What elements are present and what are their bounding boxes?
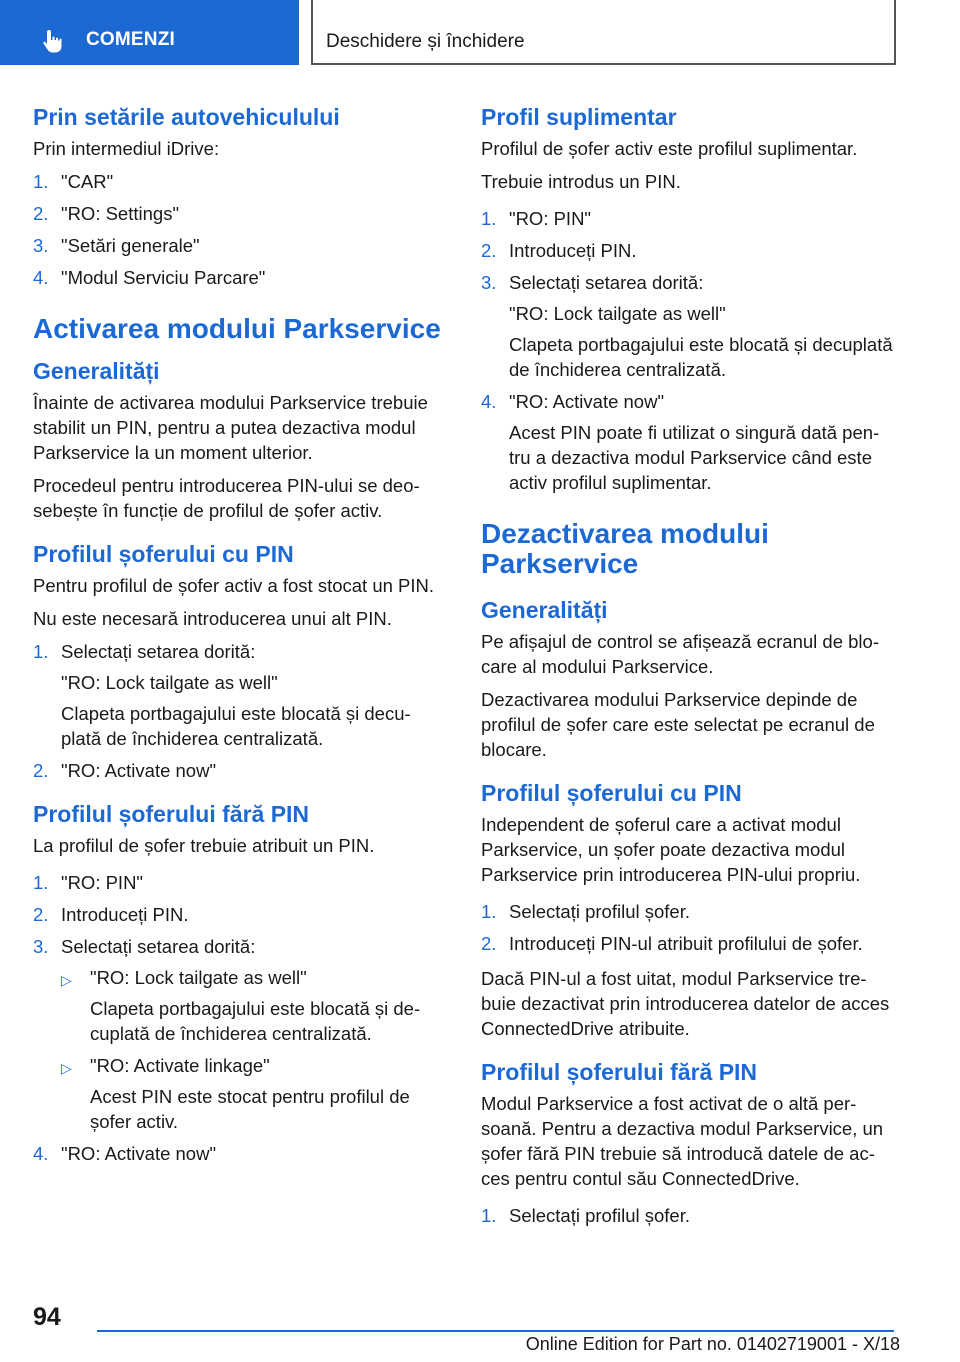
steps-list-without-pin <box>33 870 443 1166</box>
section-title-driver-without-pin: Profilul șoferului fără PIN <box>33 801 310 827</box>
options-list <box>61 965 443 1134</box>
list-item: 3. "Setări generale" <box>33 235 200 256</box>
footer-divider <box>97 1330 894 1332</box>
step-number: 3. <box>33 235 49 256</box>
header-tab[interactable] <box>0 0 299 65</box>
list-item: ▷ "RO: Lock tailgate as well" Clapeta portbagajului este blocată și decuplată de închiderea centralizată. <box>61 967 421 1044</box>
step-number: 3. <box>481 272 497 293</box>
list-item: 1. Selectați profilul șofer. <box>481 1205 690 1226</box>
paragraph: Procedeul pentru introducerea PIN-ului se deosebește în funcție de profilul de șofer activ. <box>33 475 420 521</box>
steps-list-additional-profile <box>481 206 893 495</box>
paragraph: Prin intermediul iDrive: <box>33 138 220 159</box>
chapter-title: Deschidere și închidere <box>326 31 525 52</box>
hand-touch-icon <box>40 28 66 54</box>
steps-list-with-pin <box>33 639 443 783</box>
paragraph: Independent de șoferul care a activat modul Parkservice, un șofer poate dezactiva modul Parkservice prin introducerea PIN-ului propriu. <box>481 814 861 885</box>
step-number: 1. <box>481 901 497 922</box>
footer-edition: Online Edition for Part no. 01402719001 - X/18 <box>525 1334 900 1354</box>
section-title-activation: Activarea modului Parkservice <box>33 313 441 344</box>
section-title-driver-with-pin: Profilul șoferului cu PIN <box>33 541 294 567</box>
step-number: 2. <box>33 760 49 781</box>
step-number: 1. <box>481 208 497 229</box>
header-tab-label: COMENZI <box>86 29 176 50</box>
paragraph: Trebuie introdus un PIN. <box>481 171 681 192</box>
list-item: 2. Introduceți PIN. <box>481 240 637 261</box>
paragraph: Nu este necesară introducerea unui alt PIN. <box>33 608 392 629</box>
list-item: 4. "RO: Activate now" <box>33 1143 217 1164</box>
list-item: 1. "RO: PIN" <box>481 208 592 229</box>
section-title-deactivation: Dezactivarea modului Parkservice <box>481 518 769 579</box>
triangle-bullet-icon: ▷ <box>61 1060 72 1076</box>
step-number: 1. <box>33 641 49 662</box>
section-title-driver-without-pin: Profilul șoferului fără PIN <box>481 1059 758 1085</box>
header-title-box <box>311 0 896 65</box>
step-number: 2. <box>33 203 49 224</box>
paragraph: Pentru profilul de șofer activ a fost stocat un PIN. <box>33 575 435 596</box>
step-number: 1. <box>33 872 49 893</box>
step-number: 4. <box>481 391 497 412</box>
steps-list-deactivate-with-pin <box>481 899 893 956</box>
list-item: 1. "CAR" <box>33 171 114 192</box>
list-item: 4. "Modul Serviciu Parcare" <box>33 267 266 288</box>
section-title-general: Generalități <box>481 597 608 623</box>
page-number: 94 <box>33 1303 61 1331</box>
list-item: 2. Introduceți PIN. <box>33 904 189 925</box>
step-number: 1. <box>33 171 49 192</box>
section-title-additional-profile: Profil suplimentar <box>481 104 677 130</box>
list-item: 4. "RO: Activate now" Acest PIN poate fi utilizat o singură dată pentru a dezactiva modul Parkservice când este activ profilul suplimentar. <box>481 391 880 493</box>
list-item: 3. Selectați setarea dorită: ▷ "RO: Lock tailgate as well" Clapeta portbagajului este blocată și decuplată de închiderea centralizată. ▷ "RO: Activate linkage" Acest PIN este stocat pentru profilul de șofer activ. <box>33 934 443 1134</box>
paragraph: Modul Parkservice a fost activat de o altă persoană. Pentru a dezactiva modul Parkservice, un șofer fără PIN trebuie să introducă datele de acces pentru contul său ConnectedDrive. <box>481 1093 884 1189</box>
list-item: 1. "RO: PIN" <box>33 872 144 893</box>
left-column <box>33 100 443 1176</box>
step-number: 2. <box>481 933 497 954</box>
list-item: ▷ "RO: Activate linkage" Acest PIN este stocat pentru profilul de șofer activ. <box>61 1055 410 1132</box>
step-number: 4. <box>33 267 49 288</box>
section-title-vehicle-settings: Prin setările autovehiculului <box>33 104 340 130</box>
right-column <box>481 100 893 1238</box>
list-item: 1. Selectați profilul șofer. <box>481 901 690 922</box>
step-number: 1. <box>481 1205 497 1226</box>
paragraph: La profilul de șofer trebuie atribuit un PIN. <box>33 835 375 856</box>
step-number: 3. <box>33 936 49 957</box>
list-item: 2. "RO: Activate now" <box>33 760 217 781</box>
steps-list-deactivate-without-pin <box>481 1203 893 1228</box>
step-number: 4. <box>33 1143 49 1164</box>
list-item: 1. Selectați setarea dorită: "RO: Lock tailgate as well" Clapeta portbagajului este blocată și decuplată de închiderea centralizată. <box>33 641 411 749</box>
section-title-driver-with-pin: Profilul șoferului cu PIN <box>481 780 742 806</box>
step-number: 2. <box>33 904 49 925</box>
paragraph: Dezactivarea modului Parkservice depinde de profilul de șofer care este selectat pe ecranul de blocare. <box>481 689 875 760</box>
paragraph: Înainte de activarea modului Parkservice trebuie stabilit un PIN, pentru a putea dezactiva modul Parkservice la un moment ulterior. <box>33 392 428 463</box>
list-item: 2. Introduceți PIN-ul atribuit profilului de șofer. <box>481 933 863 954</box>
list-item: 2. "RO: Settings" <box>33 203 180 224</box>
step-number: 2. <box>481 240 497 261</box>
paragraph: Profilul de șofer activ este profilul suplimentar. <box>481 138 858 159</box>
triangle-bullet-icon: ▷ <box>61 972 72 988</box>
paragraph: Dacă PIN-ul a fost uitat, modul Parkservice trebuie dezactivat prin introducerea datelor de acces ConnectedDrive atribuite. <box>481 968 890 1039</box>
steps-list-settings <box>33 169 443 290</box>
paragraph: Pe afișajul de control se afișează ecranul de blocare al modului Parkservice. <box>481 631 879 677</box>
section-title-general: Generalități <box>33 358 160 384</box>
list-item: 3. Selectați setarea dorită: "RO: Lock tailgate as well" Clapeta portbagajului este blocată și decuplată de închiderea centralizată. <box>481 272 893 380</box>
